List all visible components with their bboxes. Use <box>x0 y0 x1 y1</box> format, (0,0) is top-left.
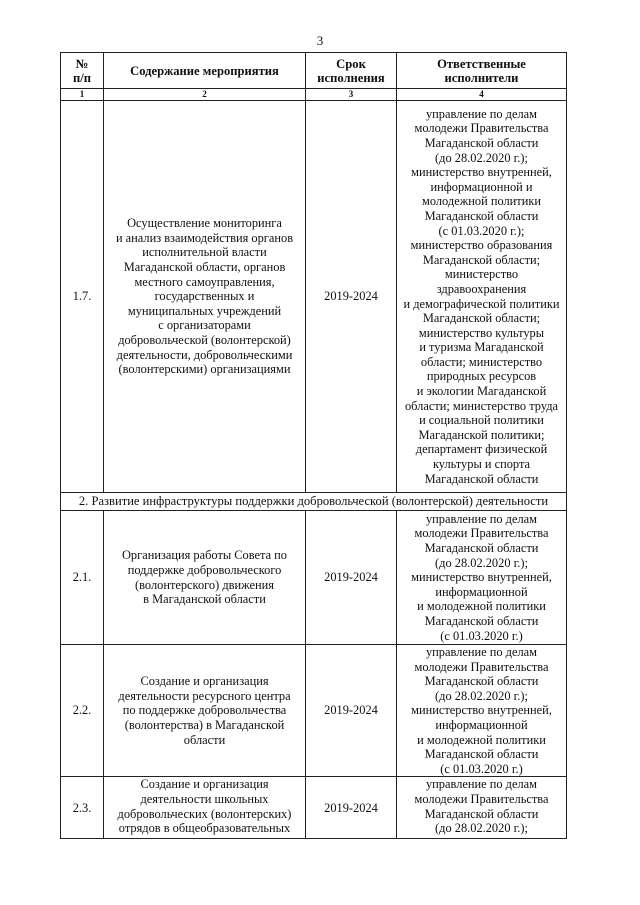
column-number: 4 <box>397 89 567 101</box>
executor-line: (с 01.03.2020 г.) <box>440 628 523 643</box>
executor-line: молодежи Правительства <box>414 121 549 136</box>
executor-line: информационной <box>435 584 528 599</box>
executor-line: Магаданской области <box>424 541 539 556</box>
executor-line: управление по делам <box>425 511 537 526</box>
executor-line: информационной <box>435 717 528 732</box>
executor-line: (до 28.02.2020 г.); <box>435 150 528 165</box>
executor-line: Магаданской области <box>424 674 539 689</box>
content-line: по поддержке добровольчества <box>122 703 287 718</box>
executor-line: молодежи Правительства <box>414 791 549 806</box>
content-line: государственных и <box>154 289 255 304</box>
event-content <box>104 101 306 493</box>
content-line: деятельности, добровольческими <box>116 347 293 362</box>
executor-line: и демографической политики <box>403 296 560 311</box>
content-line: деятельности школьных <box>140 791 269 806</box>
executor-line: природных ресурсов <box>426 369 537 384</box>
section-row <box>61 493 567 511</box>
executor-line: Магаданской области <box>424 135 539 150</box>
executor-line: Магаданской области <box>424 613 539 628</box>
content-line: (волонтерскими) организациями <box>118 362 291 377</box>
event-term: 2019-2024 <box>306 645 397 777</box>
content-line: (волонтерства) в Магаданской <box>124 717 285 732</box>
executor-line: культуры и спорта <box>432 457 531 472</box>
events-table <box>60 52 567 839</box>
executor-line: Магаданской области <box>424 208 539 223</box>
content-line: Организация работы Совета по <box>121 548 288 563</box>
executor-line: и молодежной политики <box>417 599 546 614</box>
executor-line: (до 28.02.2020 г.); <box>435 821 528 836</box>
section-title: 2. Развитие инфраструктуры поддержки добровольческой (волонтерской) деятельности <box>61 493 567 511</box>
event-content <box>104 645 306 777</box>
content-line: Создание и организация <box>140 777 269 792</box>
event-executors <box>397 777 567 839</box>
content-line: Магаданской области, органов <box>123 260 286 275</box>
executor-line: министерство <box>444 267 519 282</box>
content-line: деятельности ресурсного центра <box>118 688 291 703</box>
executor-line: Магаданской области; <box>422 311 541 326</box>
content-line: в Магаданской области <box>143 592 266 607</box>
event-executors <box>397 101 567 493</box>
executor-line: области; министерство <box>420 354 543 369</box>
event-term: 2019-2024 <box>306 511 397 645</box>
executor-line: молодежи Правительства <box>414 526 549 541</box>
executor-line: Магаданской политики; <box>418 427 545 442</box>
executor-line: Магаданской области <box>424 747 539 762</box>
header-row <box>61 53 567 89</box>
executor-line: департамент физической <box>415 442 548 457</box>
event-content <box>104 777 306 839</box>
table-row <box>61 101 567 493</box>
column-number: 1 <box>61 89 104 101</box>
executor-line: области; министерство труда <box>404 398 559 413</box>
row-number: 1.7. <box>61 101 104 493</box>
header-number: № п/п <box>61 53 104 89</box>
executor-line: здравоохранения <box>436 281 527 296</box>
row-number: 2.2. <box>61 645 104 777</box>
column-numbers-row <box>61 89 567 101</box>
executor-line: управление по делам <box>425 106 537 121</box>
executor-line: и экологии Магаданской <box>416 384 547 399</box>
executor-line: и туризма Магаданской <box>419 340 544 355</box>
table-row <box>61 777 567 839</box>
executor-line: Магаданской области <box>424 806 539 821</box>
executor-line: (с 01.03.2020 г.); <box>438 223 525 238</box>
event-term: 2019-2024 <box>306 777 397 839</box>
content-line: и анализ взаимодействия органов <box>115 230 294 245</box>
content-line: Создание и организация <box>140 674 269 689</box>
content-line: добровольческой (волонтерской) <box>118 332 291 347</box>
executor-line: министерство внутренней, <box>411 570 552 585</box>
executor-line: (с 01.03.2020 г.) <box>440 761 523 776</box>
executor-line: молодежи Правительства <box>414 659 549 674</box>
header-executors: Ответственные исполнители <box>397 53 567 89</box>
executor-line: управление по делам <box>425 777 537 792</box>
event-executors <box>397 645 567 777</box>
content-line: исполнительной власти <box>142 245 267 260</box>
executor-line: и социальной политики <box>419 413 544 428</box>
content-line: местного самоуправления, <box>134 274 275 289</box>
executor-line: Магаданской области; <box>422 252 541 267</box>
row-number: 2.3. <box>61 777 104 839</box>
header-term: Срок исполнения <box>306 53 397 89</box>
event-content <box>104 511 306 645</box>
content-line: муниципальных учреждений <box>127 303 282 318</box>
header-content: Содержание мероприятия <box>104 53 306 89</box>
content-line: Осуществление мониторинга <box>127 216 282 231</box>
executor-line: управление по делам <box>425 645 537 659</box>
content-line: области <box>183 732 226 747</box>
row-number: 2.1. <box>61 511 104 645</box>
executor-line: министерство внутренней, <box>411 703 552 718</box>
executor-line: молодежной политики <box>422 194 541 209</box>
content-line: (волонтерского) движения <box>135 577 274 592</box>
column-number: 3 <box>306 89 397 101</box>
executor-line: министерство внутренней, <box>411 165 552 180</box>
executor-line: и молодежной политики <box>417 732 546 747</box>
executor-line: Магаданской области <box>424 471 539 486</box>
content-line: отрядов в общеобразовательных <box>118 821 291 836</box>
executor-line: (до 28.02.2020 г.); <box>435 688 528 703</box>
content-line: поддержке добровольческого <box>127 562 282 577</box>
content-line: добровольческих (волонтерских) <box>117 806 292 821</box>
executor-line: (до 28.02.2020 г.); <box>435 555 528 570</box>
executor-line: министерство образования <box>410 238 553 253</box>
executor-line: информационной и <box>430 179 533 194</box>
executor-line: министерство культуры <box>418 325 545 340</box>
content-line: с организаторами <box>158 318 251 333</box>
event-term: 2019-2024 <box>306 101 397 493</box>
table-row <box>61 511 567 645</box>
event-executors <box>397 511 567 645</box>
column-number: 2 <box>104 89 306 101</box>
page-number: 3 <box>316 33 324 48</box>
table-row <box>61 645 567 777</box>
